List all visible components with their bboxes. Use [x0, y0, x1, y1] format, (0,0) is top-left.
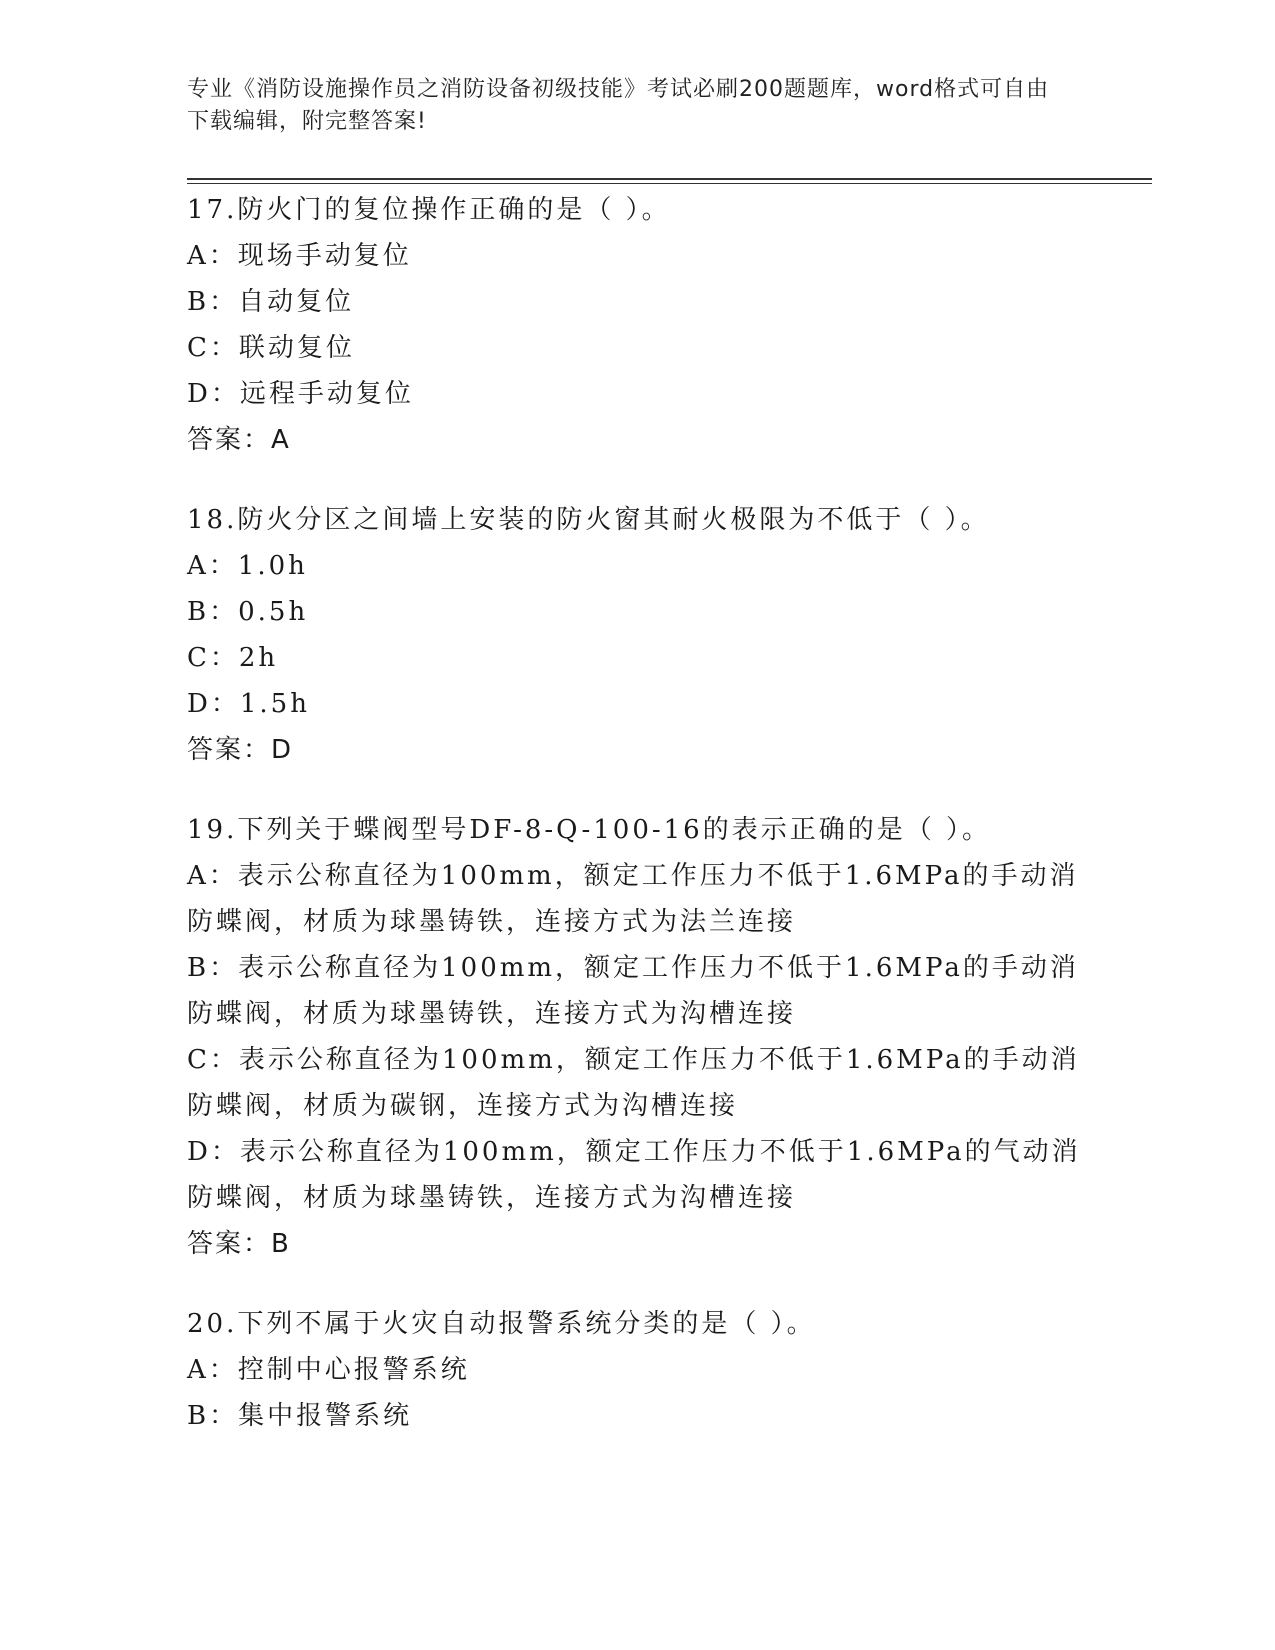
option-c: C：2h	[187, 643, 279, 673]
option-b: B：0.5h	[187, 597, 309, 627]
question-stem: 18.防火分区之间墙上安装的防火窗其耐火极限为不低于（ ）。	[187, 505, 990, 535]
question-17	[187, 187, 1087, 463]
question-18	[187, 497, 1087, 773]
option-c: C：联动复位	[187, 333, 355, 363]
answer-text: 答案：B	[187, 1229, 291, 1259]
header-intro: 专业《消防设施操作员之消防设备初级技能》考试必刷200题题库，word格式可自由下载编辑，附完整答案!	[187, 77, 1050, 134]
option-b: B：表示公称直径为100mm，额定工作压力不低于1.6MPa的手动消防蝶阀，材质为球墨铸铁，连接方式为沟槽连接	[187, 953, 1079, 1029]
option-b: B：集中报警系统	[187, 1401, 413, 1431]
question-stem: 20.下列不属于火灾自动报警系统分类的是（ ）。	[187, 1309, 816, 1339]
option-a: A：1.0h	[187, 551, 308, 581]
answer-text: 答案：A	[187, 425, 291, 455]
option-b: B：自动复位	[187, 287, 355, 317]
question-stem: 17.防火门的复位操作正确的是（ ）。	[187, 195, 671, 225]
option-d: D：表示公称直径为100mm，额定工作压力不低于1.6MPa的气动消防蝶阀，材质为球墨铸铁，连接方式为沟槽连接	[187, 1137, 1081, 1213]
question-19	[187, 807, 1087, 1267]
question-stem: 19.下列关于蝶阀型号DF-8-Q-100-16的表示正确的是（ ）。	[187, 815, 991, 845]
option-c: C：表示公称直径为100mm，额定工作压力不低于1.6MPa的手动消防蝶阀，材质为碳钢，连接方式为沟槽连接	[187, 1045, 1080, 1121]
option-d: D：1.5h	[187, 689, 310, 719]
question-20	[187, 1301, 1087, 1439]
header-rule-thick	[187, 178, 1152, 180]
document-header	[187, 74, 1067, 138]
header-rule-thin	[187, 183, 1152, 184]
option-a: A：表示公称直径为100mm，额定工作压力不低于1.6MPa的手动消防蝶阀，材质为球墨铸铁，连接方式为法兰连接	[187, 861, 1079, 937]
option-d: D：远程手动复位	[187, 379, 414, 409]
option-a: A：控制中心报警系统	[187, 1355, 470, 1385]
answer-text: 答案：D	[187, 735, 294, 765]
option-a: A：现场手动复位	[187, 241, 412, 271]
question-list	[187, 187, 1087, 1473]
